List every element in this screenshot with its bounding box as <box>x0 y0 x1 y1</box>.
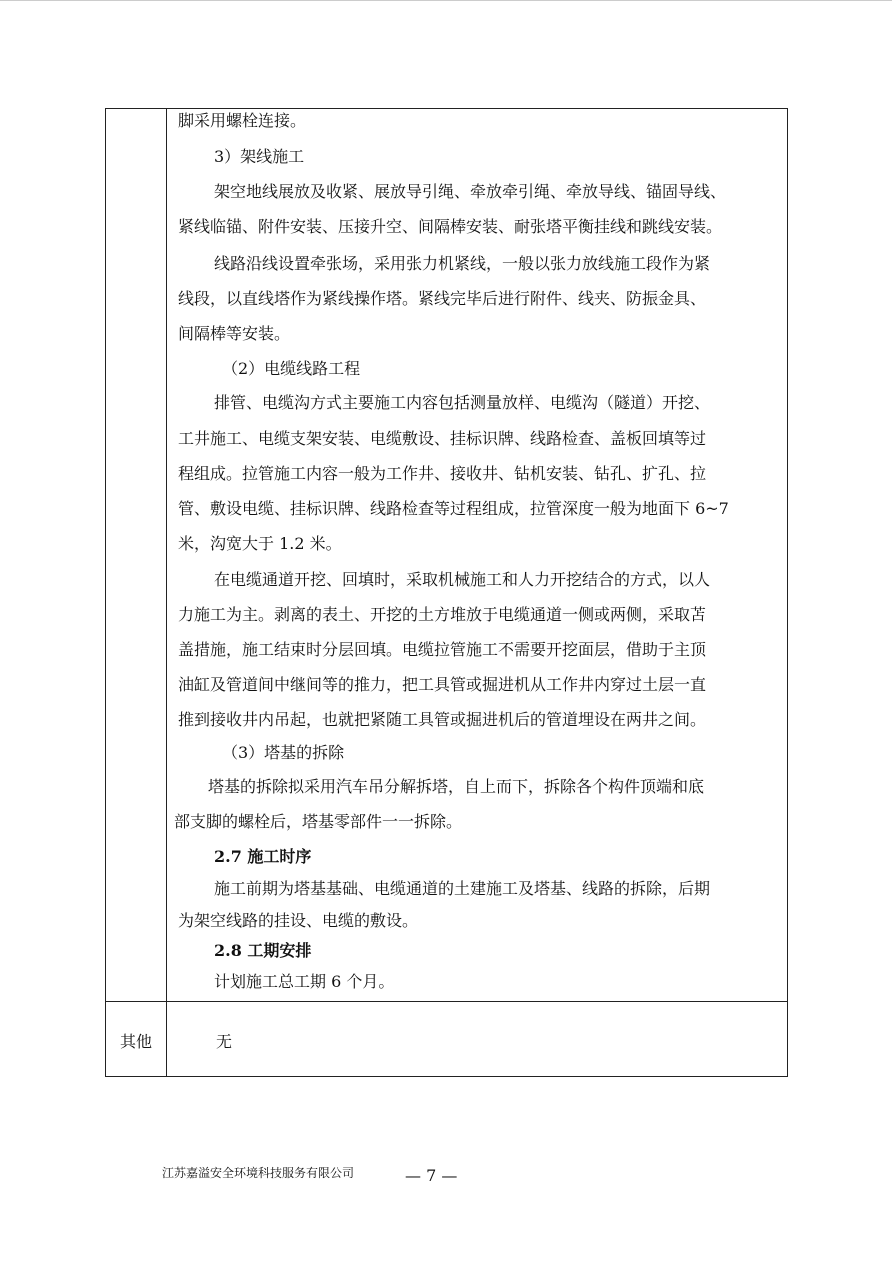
page-top-border <box>0 0 892 1</box>
paragraph-line: 油缸及管道间中继间等的推力，把工具管或掘进机从工作井内穿过土层一直 <box>178 675 707 694</box>
other-row-label: 其他 <box>120 1032 153 1051</box>
page-number: — 7 — <box>405 1166 458 1185</box>
paragraph-line: 力施工为主。剥离的表土、开挖的土方堆放于电缆通道一侧或两侧，采取苫 <box>178 605 707 624</box>
paragraph-line: 塔基的拆除拟采用汽车吊分解拆塔，自上而下，拆除各个构件顶端和底 <box>208 777 705 796</box>
paragraph-line: 推到接收井内吊起，也就把紧随工具管或掘进机后的管道埋设在两井之间。 <box>178 710 707 729</box>
paragraph-line: 为架空线路的挂设、电缆的敷设。 <box>178 911 419 930</box>
other-row-value: 无 <box>216 1032 233 1051</box>
paragraph-line: 盖措施，施工结束时分层回填。电缆拉管施工不需要开挖面层，借助于主顶 <box>178 640 707 659</box>
row-divider <box>106 1001 787 1002</box>
paragraph-line: 米，沟宽大于 1.2 米。 <box>178 534 342 553</box>
paragraph-line: 脚采用螺栓连接。 <box>178 111 307 130</box>
paragraph-line: 计划施工总工期 6 个月。 <box>214 972 395 991</box>
column-divider <box>166 109 167 1076</box>
footer-company: 江苏嘉溢安全环境科技服务有限公司 <box>162 1166 355 1180</box>
section-heading: 3）架线施工 <box>214 147 305 166</box>
paragraph-line: 管、敷设电缆、挂标识牌、线路检查等过程组成，拉管深度一般为地面下 6~7 <box>178 499 729 518</box>
paragraph-line: 线路沿线设置牵张场，采用张力机紧线，一般以张力放线施工段作为紧 <box>214 254 711 273</box>
paragraph-line: 程组成。拉管施工内容一般为工作井、接收井、钻机安装、钻孔、扩孔、拉 <box>178 464 707 483</box>
paragraph-line: 架空地线展放及收紧、展放导引绳、牵放牵引绳、牵放导线、锚固导线、 <box>214 182 727 201</box>
paragraph-line: 线段，以直线塔作为紧线操作塔。紧线完毕后进行附件、线夹、防振金具、 <box>178 289 707 308</box>
paragraph-line: 在电缆通道开挖、回填时，采取机械施工和人力开挖结合的方式，以人 <box>214 570 711 589</box>
paragraph-line: 间隔棒等安装。 <box>178 324 291 343</box>
paragraph-line: 施工前期为塔基基础、电缆通道的土建施工及塔基、线路的拆除，后期 <box>214 879 711 898</box>
paragraph-line: 工井施工、电缆支架安装、电缆敷设、挂标识牌、线路检查、盖板回填等过 <box>178 429 707 448</box>
section-heading: 2.7 施工时序 <box>214 847 312 866</box>
section-heading: （2）电缆线路工程 <box>222 359 361 378</box>
section-heading: 2.8 工期安排 <box>214 941 312 960</box>
section-heading: （3）塔基的拆除 <box>222 743 345 762</box>
paragraph-line: 排管、电缆沟方式主要施工内容包括测量放样、电缆沟（隧道）开挖、 <box>214 393 711 412</box>
paragraph-line: 部支脚的螺栓后，塔基零部件一一拆除。 <box>174 812 463 831</box>
paragraph-line: 紧线临锚、附件安装、压接升空、间隔棒安装、耐张塔平衡挂线和跳线安装。 <box>178 217 723 236</box>
content-table <box>105 108 788 1077</box>
